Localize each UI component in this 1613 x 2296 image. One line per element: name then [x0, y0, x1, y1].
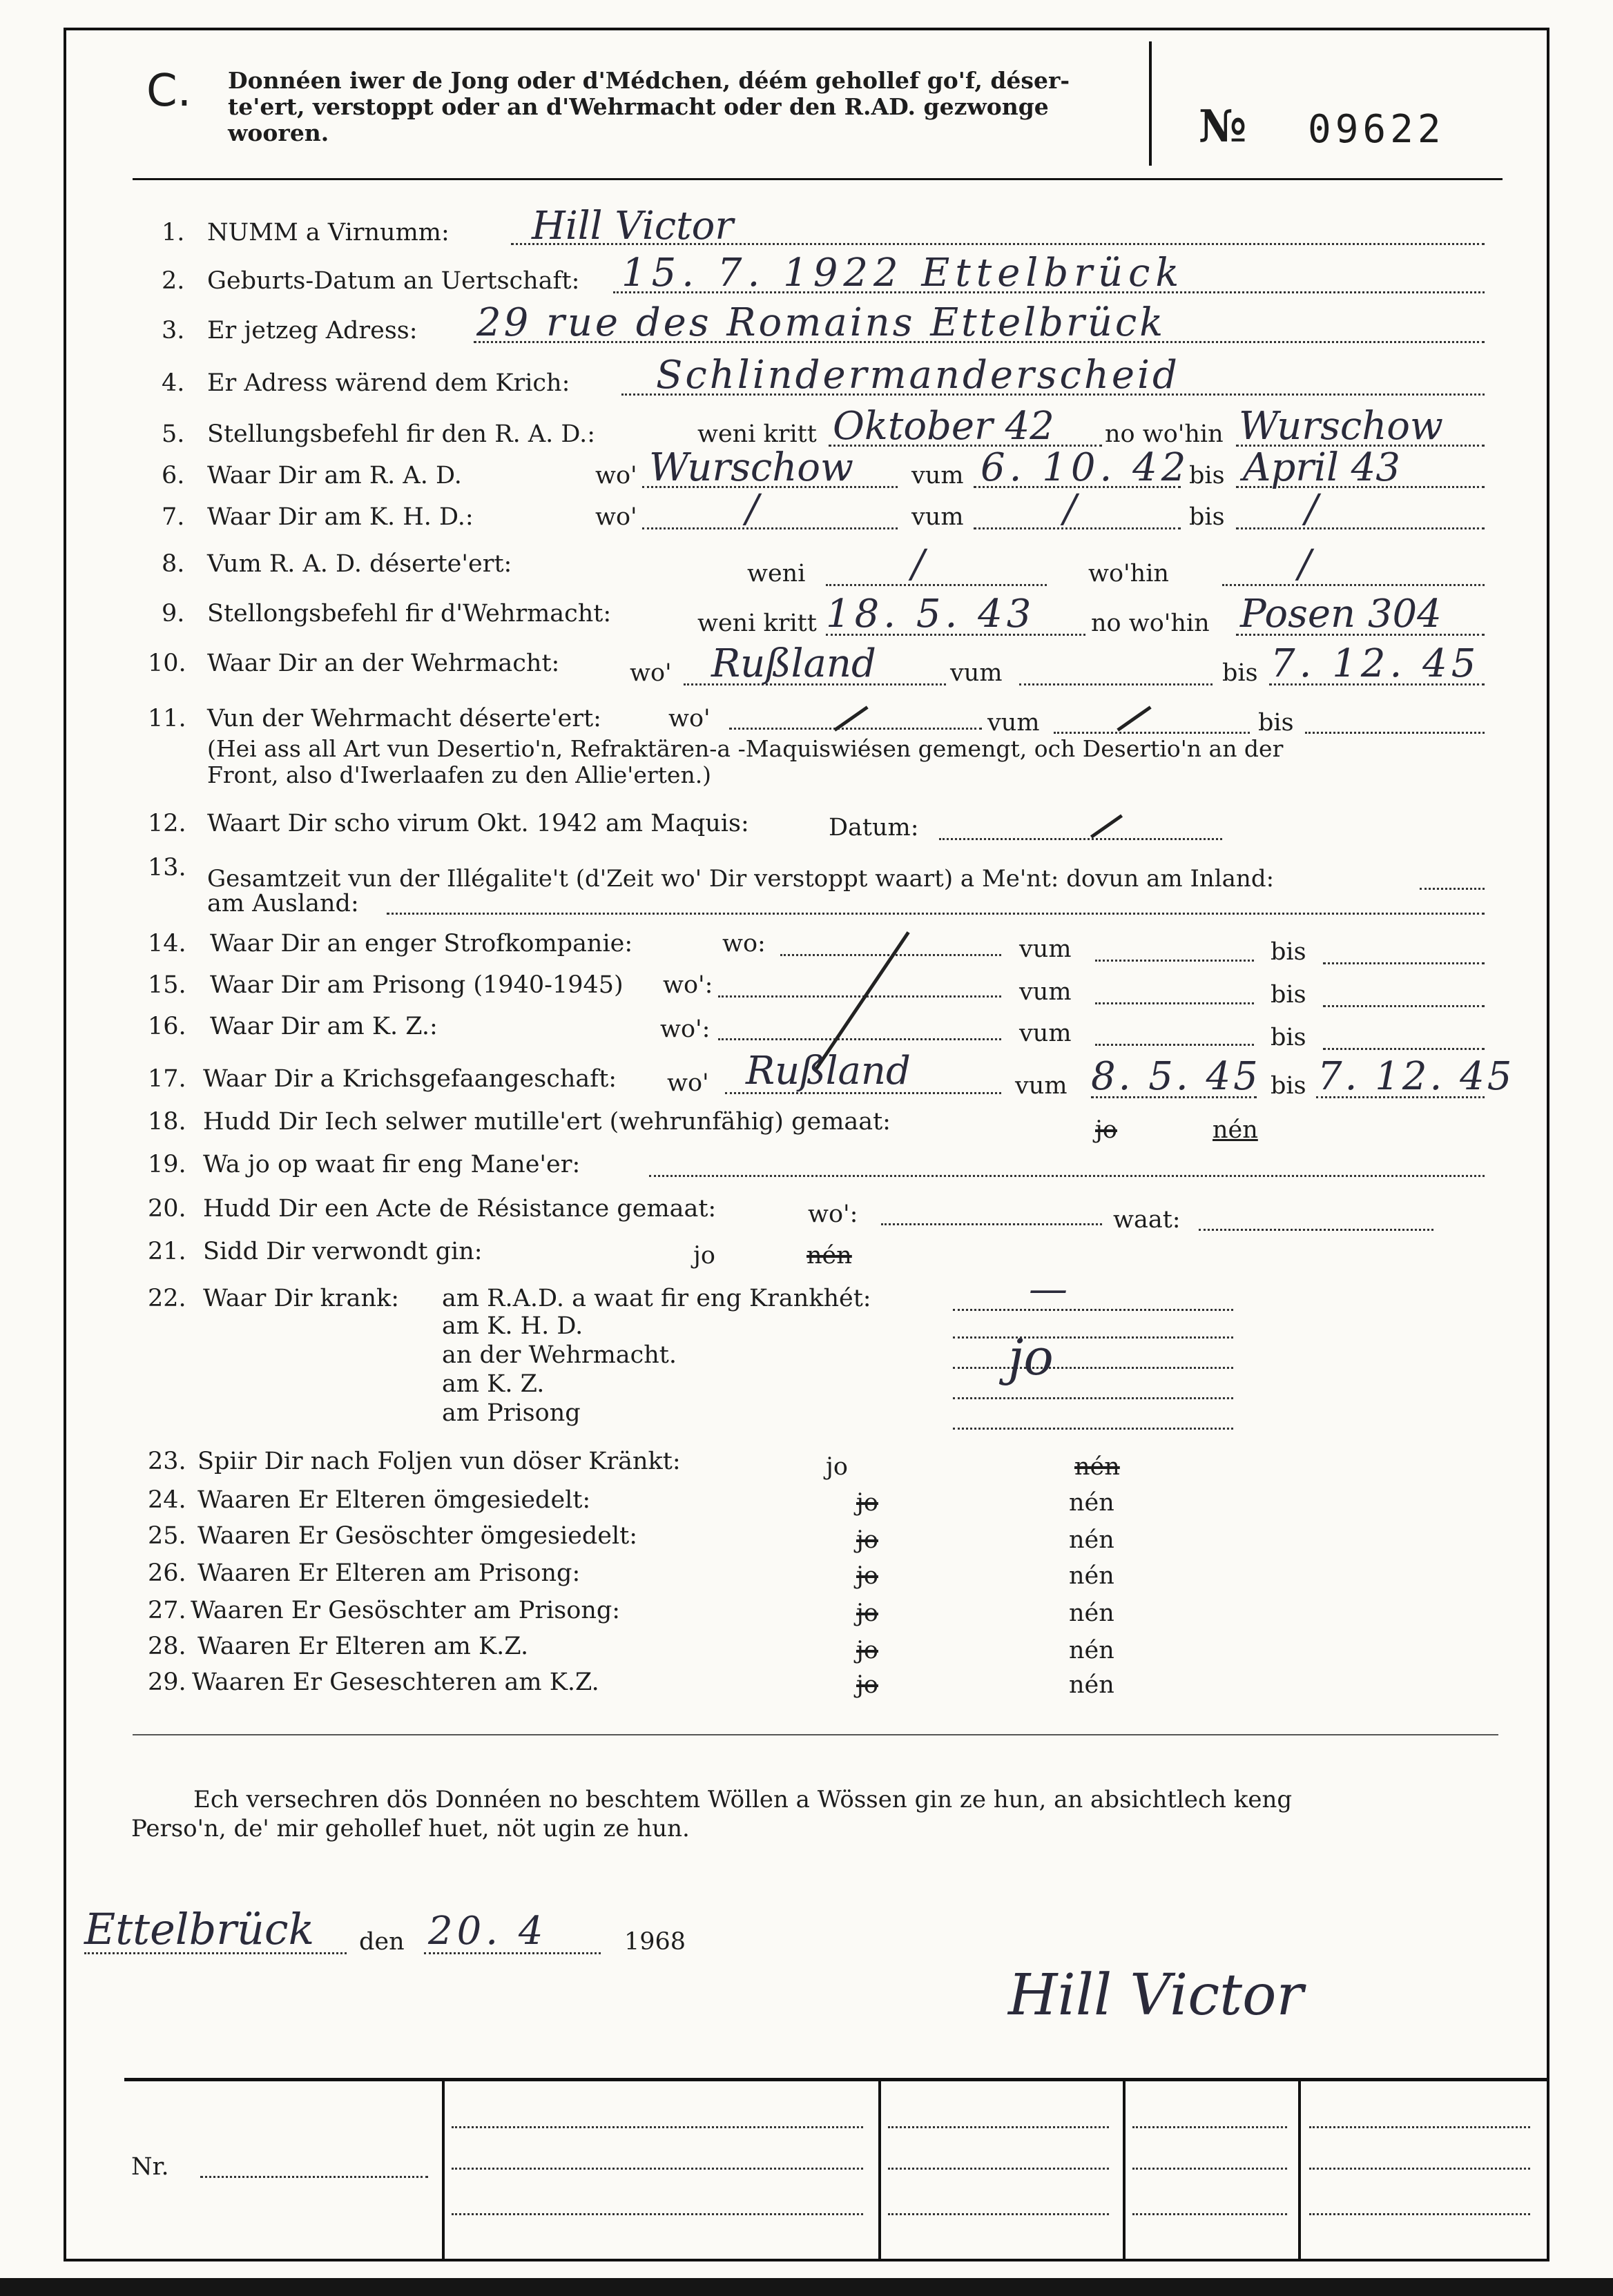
field-11-label: Vun der Wehrmacht déserte'ert:	[207, 705, 601, 732]
field-18-no: nén	[1213, 1116, 1258, 1144]
frame-right	[1547, 28, 1549, 2261]
field-5-value: Oktober 42	[833, 404, 1054, 449]
field-22-sub3: an der Wehrmacht.	[442, 1341, 677, 1369]
field-27-yes: jo	[856, 1599, 878, 1627]
field-15-num: 15.	[148, 971, 186, 999]
field-15-label-c: vum	[1019, 978, 1072, 1006]
field-11-note-2: Front, also d'Iwerlaafen zu den Allie'erten.)	[207, 761, 712, 788]
field-11-line-c	[1054, 732, 1250, 734]
field-29-label: Waaren Er Geseschteren am K.Z.	[192, 1669, 599, 1696]
field-12-num: 12.	[148, 810, 186, 837]
field-22-line-1	[953, 1309, 1233, 1311]
field-22-label: Waar Dir krank:	[203, 1285, 399, 1312]
field-9-value-c: Posen 304	[1240, 592, 1442, 636]
field-15-line-b	[718, 995, 1001, 998]
field-6-value: Wurschow	[649, 445, 853, 490]
scan-edge-bar	[0, 2278, 1613, 2296]
footer-c2-line-2	[452, 2168, 863, 2170]
field-14-line-c	[1095, 960, 1254, 962]
footer-divider-4	[1298, 2078, 1301, 2260]
field-15-line-d	[1323, 1005, 1485, 1007]
field-8-label-c: wo'hin	[1088, 560, 1169, 587]
field-7-num: 7.	[162, 503, 185, 531]
field-16-label-b: wo':	[660, 1015, 711, 1043]
footer-divider-2	[878, 2078, 881, 2260]
field-15-label-b: wo':	[663, 971, 713, 999]
field-26-label: Waaren Er Elteren am Prisong:	[197, 1559, 581, 1587]
field-14-label-d: bis	[1271, 938, 1306, 966]
field-5-value-c: Wurschow	[1239, 404, 1443, 449]
field-17-value-d: 7. 12. 45	[1317, 1054, 1515, 1099]
footer-divider-1	[442, 2078, 445, 2260]
field-22-sub5: am Prisong	[442, 1399, 581, 1427]
field-16-line-c	[1095, 1044, 1254, 1046]
field-23-label: Spiir Dir nach Foljen vun döser Kränkt:	[197, 1448, 681, 1475]
field-7-line-c	[974, 527, 1181, 529]
field-22-sub2: am K. H. D.	[442, 1312, 583, 1340]
field-5-label-b: weni kritt	[697, 420, 817, 448]
field-28-yes: jo	[856, 1637, 878, 1664]
field-22-num: 22.	[148, 1285, 186, 1312]
footer-divider-3	[1123, 2078, 1126, 2260]
footer-c2-line-3	[452, 2213, 863, 2215]
field-11-strike-2	[1117, 706, 1151, 731]
signature-den-label: den	[359, 1928, 405, 1956]
field-22-sub1: am R.A.D. a waat fir eng Krankhét:	[442, 1285, 871, 1312]
field-17-label-b: wo'	[667, 1069, 709, 1097]
header-title-line3: wooren.	[228, 119, 329, 146]
field-17-label: Waar Dir a Krichsgefaangeschaft:	[203, 1065, 617, 1093]
footer-c4-line-2	[1132, 2168, 1287, 2170]
field-11-line-d	[1305, 732, 1485, 734]
field-22-value-sub1: —	[1029, 1267, 1068, 1312]
field-25-label: Waaren Er Gesöschter ömgesiedelt:	[197, 1522, 638, 1550]
field-4-value: Schlindermanderscheid	[656, 353, 1180, 398]
field-18-yes: jo	[1095, 1116, 1117, 1144]
field-20-label-c: waat:	[1113, 1206, 1181, 1234]
signature-place-line	[84, 1952, 347, 1954]
field-16-line-b	[718, 1038, 1001, 1040]
field-17-value-c: 8. 5. 45	[1091, 1054, 1261, 1099]
field-27-no: nén	[1069, 1599, 1114, 1627]
header-rule	[133, 178, 1503, 180]
field-14-label-b: wo:	[722, 930, 766, 957]
field-7-value: /	[746, 487, 759, 532]
field-23-num: 23.	[148, 1448, 186, 1475]
field-27-label: Waaren Er Gesöschter am Prisong:	[191, 1597, 621, 1624]
field-25-num: 25.	[148, 1522, 186, 1550]
header-title-line1: Donnéen iwer de Jong oder d'Médchen, déém gehollef go'f, déser-	[228, 67, 1070, 94]
field-8-label-b: weni	[747, 560, 806, 587]
field-12-strike	[1090, 814, 1123, 838]
field-11-label-b: wo'	[668, 705, 711, 732]
frame-bottom	[64, 2259, 1549, 2261]
field-5-label-c: no wo'hin	[1105, 420, 1224, 448]
footer-c5-line-3	[1309, 2213, 1530, 2215]
field-7-value-d: /	[1305, 487, 1318, 532]
field-29-num: 29.	[148, 1669, 186, 1696]
field-17-value: Rußland	[746, 1049, 911, 1093]
field-29-yes: jo	[856, 1671, 878, 1699]
field-8-value-c: /	[1298, 542, 1311, 587]
signature-place: Ettelbrück	[84, 1904, 315, 1954]
field-16-label-c: vum	[1019, 1020, 1072, 1047]
field-9-num: 9.	[162, 600, 185, 627]
field-17-label-d: bis	[1271, 1072, 1306, 1100]
field-7-line-d	[1236, 527, 1485, 529]
field-7-label: Waar Dir am K. H. D.:	[207, 503, 474, 531]
field-9-label: Stellongsbefehl fir d'Wehrmacht:	[207, 600, 612, 627]
field-1-value: Hill Victor	[532, 204, 734, 249]
field-22-line-2	[953, 1336, 1233, 1339]
field-6-value-c: 6. 10. 42	[981, 445, 1190, 490]
field-21-label: Sidd Dir verwondt gin:	[203, 1238, 483, 1265]
declaration-rule	[133, 1734, 1498, 1735]
field-9-label-b: weni kritt	[697, 610, 817, 637]
field-7-value-c: /	[1063, 487, 1076, 532]
field-9-value: 18. 5. 43	[826, 592, 1036, 636]
field-3-value: 29 rue des Romains Ettelbrück	[476, 300, 1166, 345]
field-16-label: Waar Dir am K. Z.:	[210, 1013, 438, 1040]
header-divider	[1149, 41, 1152, 166]
field-14-num: 14.	[148, 930, 186, 957]
field-11-note-1: (Hei ass all Art vun Desertio'n, Refraktären-a -Maquiswiésen gemengt, och Desertio'n an der	[207, 735, 1284, 762]
field-7-line-b	[642, 527, 898, 529]
field-10-value-d: 7. 12. 45	[1271, 641, 1480, 686]
footer-c4-line-3	[1132, 2213, 1287, 2215]
field-11-num: 11.	[148, 705, 186, 732]
field-22-value-sub3: jo	[1008, 1328, 1054, 1386]
footer-rule	[124, 2078, 1548, 2081]
field-22-line-5	[953, 1428, 1233, 1430]
field-13-num: 13.	[148, 854, 186, 882]
field-18-num: 18.	[148, 1108, 186, 1136]
field-10-line-c	[1019, 683, 1213, 685]
declaration-line-1: Ech versechren dös Donnéen no beschtem Wöllen a Wössen gin ze hun, an absichtlech keng	[193, 1786, 1293, 1813]
field-14-label-c: vum	[1019, 935, 1072, 963]
field-22-line-4	[953, 1397, 1233, 1399]
field-12-line	[939, 838, 1222, 840]
field-15-line-c	[1095, 1002, 1254, 1004]
field-20-line-c	[1199, 1229, 1433, 1231]
footer-c3-line-2	[888, 2168, 1109, 2170]
field-7-label-b: wo'	[595, 503, 637, 531]
field-4-num: 4.	[162, 369, 185, 397]
field-19-num: 19.	[148, 1151, 186, 1178]
field-12-label-b: Datum:	[829, 814, 919, 841]
field-17-label-c: vum	[1015, 1072, 1068, 1100]
field-20-num: 20.	[148, 1195, 186, 1223]
field-6-num: 6.	[162, 462, 185, 489]
field-26-yes: jo	[856, 1562, 878, 1590]
field-3-label: Er jetzeg Adress:	[207, 317, 418, 344]
field-9-label-c: no wo'hin	[1091, 610, 1210, 637]
field-19-label: Wa jo op waat fir eng Mane'er:	[203, 1151, 581, 1178]
field-25-no: nén	[1069, 1526, 1114, 1554]
footer-c5-line-1	[1309, 2126, 1530, 2128]
field-10-label-d: bis	[1222, 659, 1258, 687]
field-26-num: 26.	[148, 1559, 186, 1587]
field-6-label-c: vum	[911, 462, 964, 489]
field-16-num: 16.	[148, 1013, 186, 1040]
field-22-sub4: am K. Z.	[442, 1370, 545, 1398]
field-5-num: 5.	[162, 420, 185, 448]
field-8-line-c	[1222, 584, 1485, 586]
field-18-label: Hudd Dir Iech selwer mutille'ert (wehrunfähig) gemaat:	[203, 1108, 891, 1136]
field-26-no: nén	[1069, 1562, 1114, 1590]
field-13-line-inland	[1420, 888, 1485, 890]
field-11-label-d: bis	[1258, 709, 1294, 737]
field-16-line-d	[1323, 1048, 1485, 1050]
field-13-line-ausland	[387, 913, 1485, 915]
field-13-label-b: am Ausland:	[207, 890, 359, 917]
field-10-value: Rußland	[711, 641, 876, 686]
frame-top	[64, 28, 1549, 30]
field-6-label-d: bis	[1189, 462, 1225, 489]
field-27-num: 27.	[148, 1597, 186, 1624]
field-21-yes: jo	[693, 1242, 715, 1269]
field-10-num: 10.	[148, 650, 186, 677]
field-10-label-c: vum	[950, 659, 1003, 687]
field-4-label: Er Adress wärend dem Krich:	[207, 369, 570, 397]
field-11-label-c: vum	[987, 709, 1040, 737]
field-10-label: Waar Dir an der Wehrmacht:	[207, 650, 560, 677]
field-8-num: 8.	[162, 550, 185, 578]
field-24-num: 24.	[148, 1486, 186, 1514]
footer-c4-line-1	[1132, 2126, 1287, 2128]
field-13-label: Gesamtzeit vun der Illégalite't (d'Zeit wo' Dir verstoppt waart) a Me'nt: dovun am Inland:	[207, 865, 1275, 893]
field-1-num: 1.	[162, 219, 185, 246]
field-7-label-c: vum	[911, 503, 964, 531]
signature-date: 20. 4	[428, 1909, 548, 1954]
field-1-label: NUMM a Virnumm:	[207, 219, 450, 246]
field-15-label: Waar Dir am Prisong (1940-1945)	[210, 971, 624, 999]
declaration-line-2: Perso'n, de' mir gehollef huet, nöt ugin ze hun.	[131, 1815, 690, 1842]
footer-c5-line-2	[1309, 2168, 1530, 2170]
field-25-yes: jo	[856, 1526, 878, 1554]
field-24-no: nén	[1069, 1489, 1114, 1517]
field-10-label-b: wo'	[630, 659, 672, 687]
field-6-value-d: April 43	[1243, 445, 1400, 490]
field-28-label: Waaren Er Elteren am K.Z.	[197, 1633, 529, 1660]
field-21-num: 21.	[148, 1238, 186, 1265]
field-19-line	[649, 1175, 1485, 1177]
footer-c3-line-3	[888, 2213, 1109, 2215]
frame-left	[64, 28, 66, 2261]
footer-c2-line-1	[452, 2126, 863, 2128]
header-title-line2: te'ert, verstoppt oder an d'Wehrmacht oder den R.AD. gezwonge	[228, 93, 1049, 120]
field-22-line-3	[953, 1367, 1233, 1369]
field-21-no: nén	[806, 1242, 852, 1269]
field-14-label: Waar Dir an enger Strofkompanie:	[210, 930, 633, 957]
field-5-label: Stellungsbefehl fir den R. A. D.:	[207, 420, 596, 448]
field-6-label: Waar Dir am R. A. D.	[207, 462, 462, 489]
field-28-num: 28.	[148, 1633, 186, 1660]
field-20-label: Hudd Dir een Acte de Résistance gemaat:	[203, 1195, 717, 1223]
number-label: №	[1199, 101, 1247, 153]
field-23-yes: jo	[826, 1453, 848, 1481]
field-11-line-b	[729, 728, 982, 730]
signature-name: Hill Victor	[1008, 1963, 1304, 2028]
signature-year: 1968	[624, 1928, 686, 1956]
field-23-no: nén	[1074, 1453, 1120, 1481]
field-2-label: Geburts-Datum an Uertschaft:	[207, 267, 580, 295]
number-value: 09622	[1308, 107, 1445, 152]
field-8-label: Vum R. A. D. déserte'ert:	[207, 550, 512, 578]
field-14-line-d	[1323, 962, 1485, 964]
field-2-value: 15. 7. 1922 Ettelbrück	[621, 251, 1185, 295]
footer-c3-line-1	[888, 2126, 1109, 2128]
field-7-label-d: bis	[1189, 503, 1225, 531]
field-8-line-b	[826, 584, 1047, 586]
field-8-value: /	[911, 542, 925, 587]
field-16-label-d: bis	[1271, 1024, 1306, 1051]
field-15-label-d: bis	[1271, 981, 1306, 1009]
field-6-label-b: wo'	[595, 462, 637, 489]
footer-nr-label: Nr.	[131, 2153, 169, 2181]
field-2-num: 2.	[162, 267, 185, 295]
footer-nr-line	[200, 2176, 428, 2178]
field-20-line-b	[881, 1223, 1102, 1225]
field-3-num: 3.	[162, 317, 185, 344]
field-24-yes: jo	[856, 1489, 878, 1517]
field-29-no: nén	[1069, 1671, 1114, 1699]
field-28-no: nén	[1069, 1637, 1114, 1664]
field-12-label: Waart Dir scho virum Okt. 1942 am Maquis:	[207, 810, 749, 837]
field-17-num: 17.	[148, 1065, 186, 1093]
field-20-label-b: wo':	[808, 1200, 858, 1228]
field-24-label: Waaren Er Elteren ömgesiedelt:	[197, 1486, 591, 1514]
section-letter: C.	[146, 66, 192, 117]
